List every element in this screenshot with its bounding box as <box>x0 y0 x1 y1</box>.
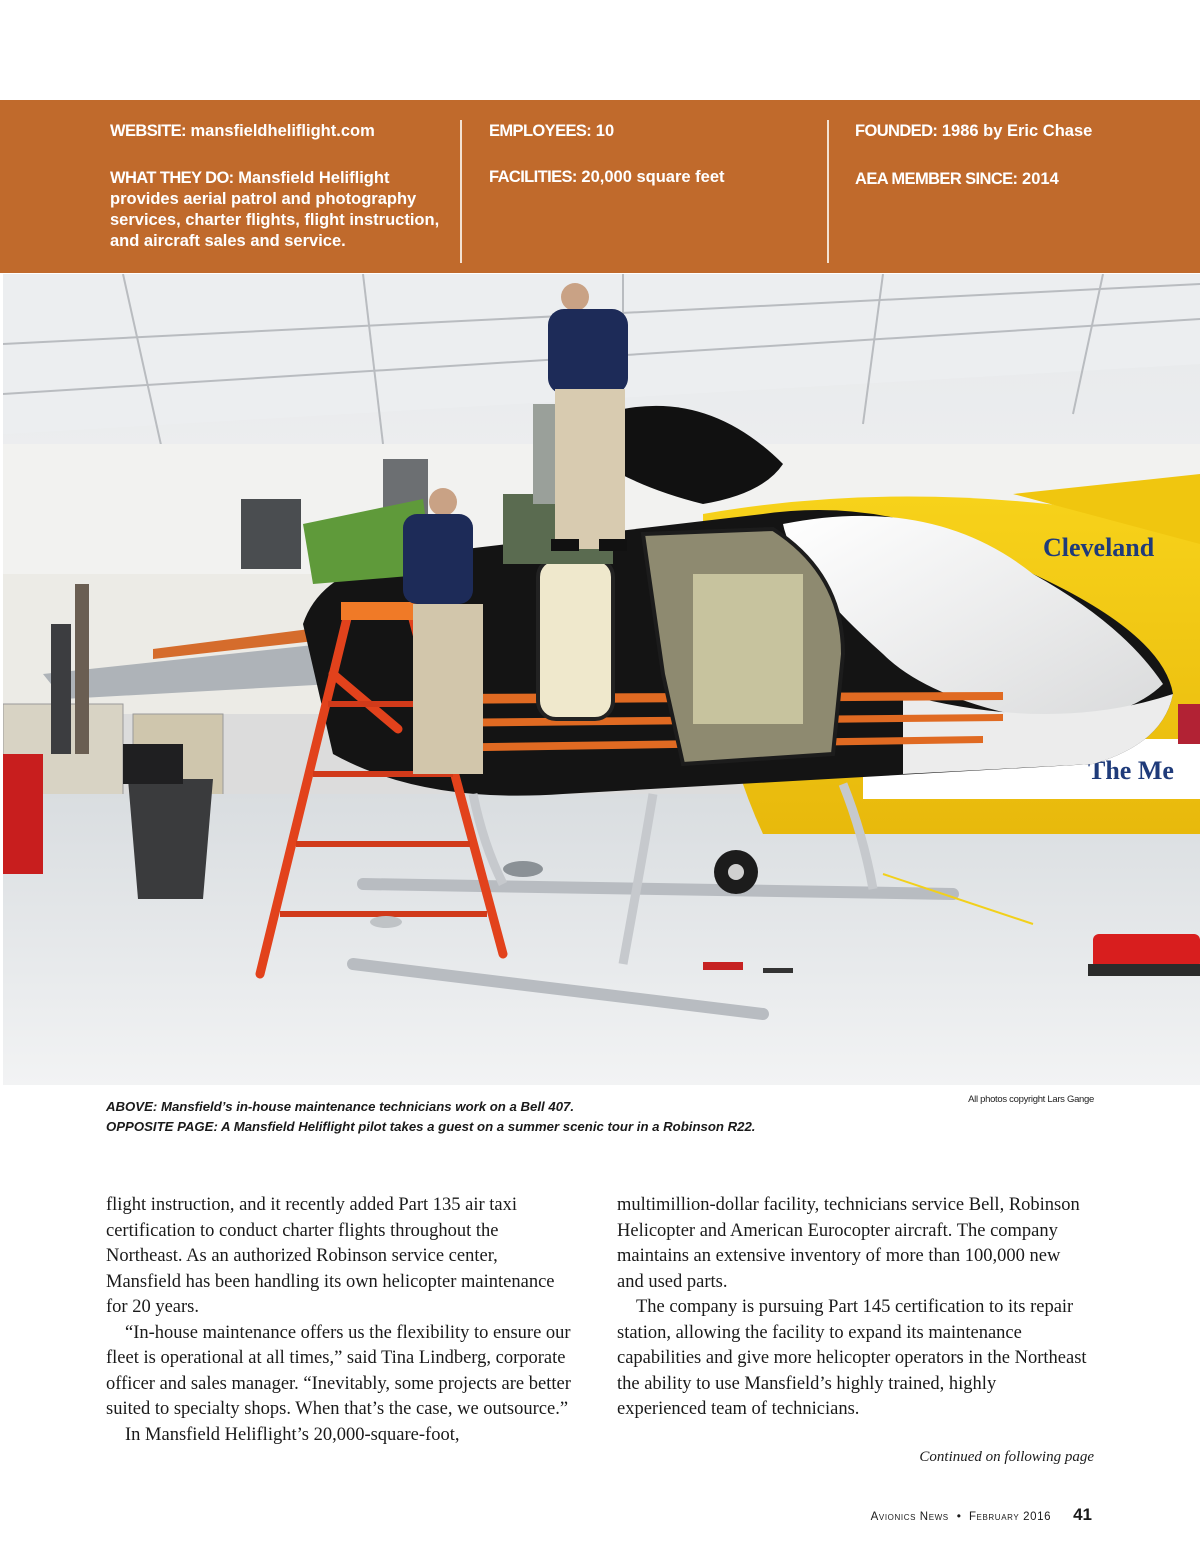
column-divider <box>827 120 829 263</box>
article-paragraph: The company is pursuing Part 145 certification to its repair station, allowing the facility to expand its maintenance capabilities and give more helicopter operators in the Northeast the ability to use Mansfield’s highly trained, highly experienced team of technicians. <box>617 1297 1087 1419</box>
facts-column-1 <box>110 100 450 273</box>
hangar-maintenance-photo <box>3 274 1200 1085</box>
website-value: mansfieldheliflight.com <box>190 122 375 140</box>
facts-column-2 <box>489 100 809 273</box>
issue-date: February 2016 <box>968 1511 1052 1523</box>
company-facts-band <box>0 100 1200 273</box>
founded-fact <box>855 121 1092 142</box>
article-paragraph: multimillion-dollar facility, technicians service Bell, Robinson Helicopter and American Eurocopter aircraft. The company maintains an extensive inventory of more than 100,000 new and used parts. <box>617 1195 1080 1292</box>
facts-column-3 <box>855 100 1175 273</box>
aea-member-label: AEA MEMBER SINCE: <box>855 170 1018 188</box>
cleveland-fuselage-text: Cleveland <box>1043 533 1155 562</box>
article-column-left <box>106 1193 576 1448</box>
what-they-do-line: provides aerial patrol and photography <box>110 190 417 208</box>
continued-note: Continued on following page <box>919 1449 1094 1465</box>
page-footer <box>871 1505 1092 1525</box>
article-column-right <box>617 1193 1087 1423</box>
facilities-value: 20,000 square feet <box>581 168 725 186</box>
footer-separator: • <box>956 1509 961 1523</box>
hangar-illustration <box>3 274 1200 1085</box>
website-fact <box>110 121 375 142</box>
caption-line-above: ABOVE: Mansfield’s in-house maintenance technicians work on a Bell 407. <box>106 1099 575 1114</box>
founded-label: FOUNDED: <box>855 122 938 140</box>
what-they-do-label: WHAT THEY DO: <box>110 169 234 187</box>
aea-member-value: 2014 <box>1022 170 1059 188</box>
column-divider <box>460 120 462 263</box>
employees-label: EMPLOYEES: <box>489 122 592 140</box>
what-they-do-line: services, charter flights, flight instruction, <box>110 211 440 229</box>
article-paragraph: In Mansfield Heliflight’s 20,000-square-foot, <box>125 1424 460 1445</box>
facilities-fact <box>489 167 725 188</box>
publication-name: Avionics News <box>870 1511 949 1523</box>
photo-caption <box>106 1097 866 1137</box>
page-number: 41 <box>1073 1505 1092 1524</box>
article-paragraph: flight instruction, and it recently added Part 135 air taxi certification to conduct charter flights throughout the Northeast. As an authorized Robinson service center, Mansfield has been handling its own helicopter maintenance for 20 years. <box>106 1195 555 1317</box>
website-label: WEBSITE: <box>110 122 186 140</box>
fuselage-lettering: The Me <box>1088 756 1174 785</box>
what-they-do-line: and aircraft sales and service. <box>110 232 346 250</box>
what-they-do-fact <box>110 168 450 252</box>
facilities-label: FACILITIES: <box>489 168 577 186</box>
article-paragraph: “In-house maintenance offers us the flexibility to ensure our fleet is operational at all times,” said Tina Lindberg, corporate officer and sales manager. “Inevitably, some projects are better suited to specialty shops. When that’s the case, we outsource.” <box>106 1322 571 1419</box>
employees-value: 10 <box>595 122 615 140</box>
aea-member-fact <box>855 169 1059 190</box>
photo-credit: All photos copyright Lars Gange <box>968 1094 1094 1105</box>
what-they-do-line: Mansfield Heliflight <box>238 169 390 187</box>
employees-fact <box>489 121 614 142</box>
founded-value: 1986 by Eric Chase <box>941 122 1093 140</box>
caption-line-opposite: OPPOSITE PAGE: A Mansfield Heliflight pilot takes a guest on a summer scenic tour in a Robinson R22. <box>106 1119 756 1134</box>
